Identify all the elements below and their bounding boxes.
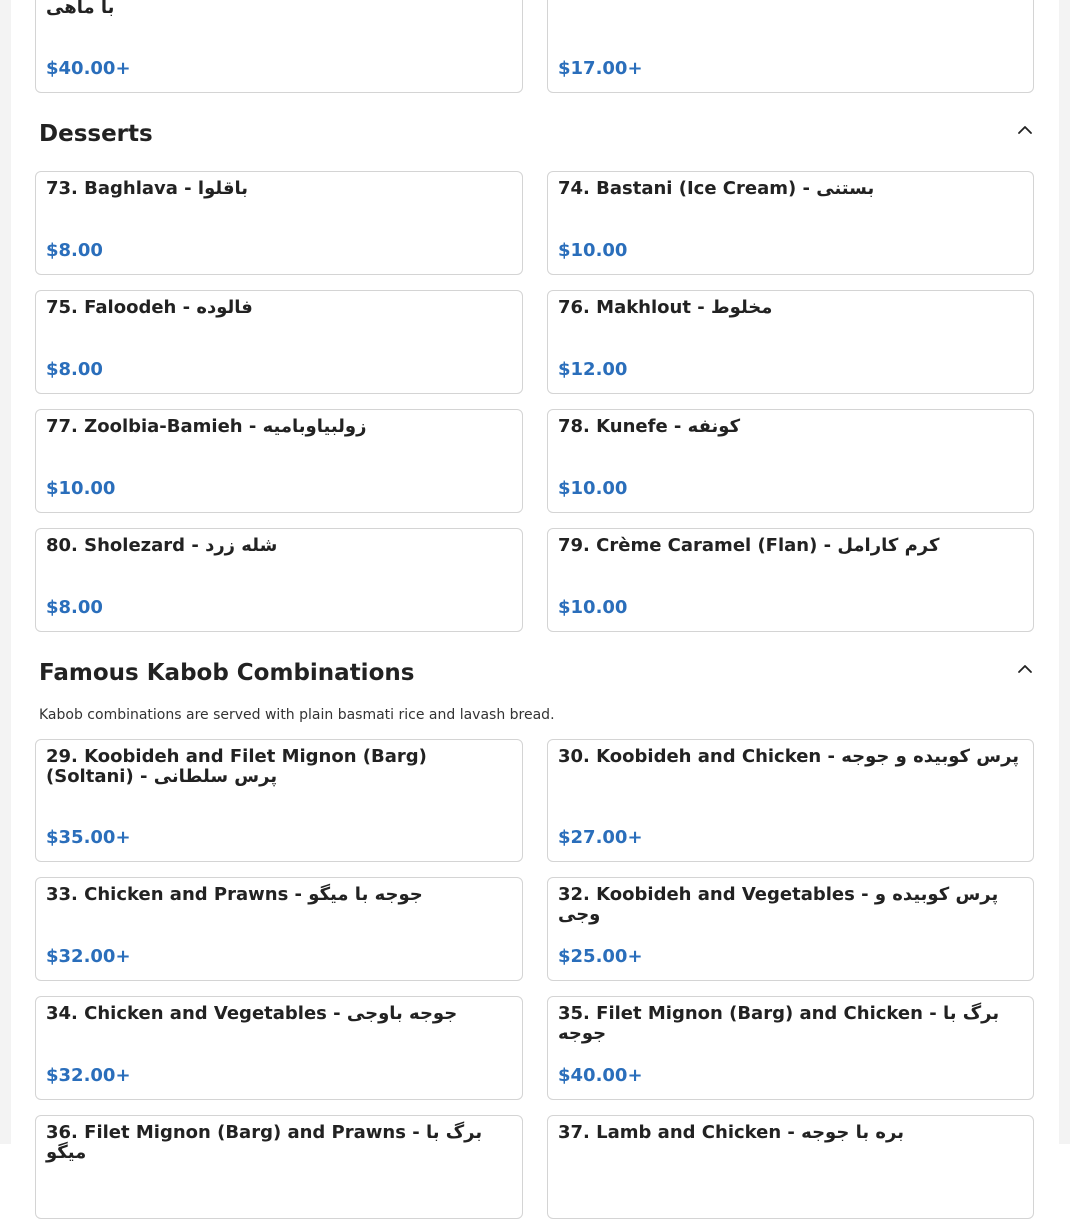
section-desserts — [0, 93, 1070, 632]
item-price: $17.00+ — [558, 58, 643, 79]
item-name: 35. Filet Mignon (Barg) and Chicken - برگ با جوجه — [558, 1003, 1000, 1044]
menu-item-card[interactable] — [547, 1115, 1034, 1219]
item-price: $27.00+ — [558, 827, 643, 848]
menu-item-card[interactable] — [35, 409, 523, 513]
item-name: 76. Makhlout - مخلوط — [558, 297, 773, 318]
item-price: $12.00 — [558, 359, 628, 380]
menu-item-card[interactable] — [547, 528, 1034, 632]
menu-item-card[interactable] — [35, 877, 523, 981]
item-name: 30. Koobideh and Chicken - پرس کوبیده و جوجه — [558, 746, 1020, 767]
chevron-up-icon[interactable] — [1016, 660, 1034, 678]
item-name: 74. Bastani (Ice Cream) - بستنی — [558, 178, 875, 199]
section-header[interactable] — [0, 632, 1070, 710]
section-title: Famous Kabob Combinations — [39, 660, 415, 686]
item-name: 75. Faloodeh - فالوده — [46, 297, 253, 318]
item-price: $8.00 — [46, 240, 103, 261]
menu-item-card[interactable] — [35, 996, 523, 1100]
chevron-up-icon[interactable] — [1016, 121, 1034, 139]
item-price: $25.00+ — [558, 946, 643, 967]
item-price: $10.00 — [46, 478, 116, 499]
menu-item-card[interactable] — [35, 528, 523, 632]
item-price: $40.00+ — [558, 1065, 643, 1086]
menu-item-card[interactable] — [35, 739, 523, 862]
section-header[interactable] — [0, 93, 1070, 171]
menu-item-card[interactable] — [35, 0, 523, 93]
menu-item-card[interactable] — [547, 409, 1034, 513]
item-price: $10.00 — [558, 478, 628, 499]
menu-item-card[interactable] — [547, 877, 1034, 981]
item-price: $10.00 — [558, 597, 628, 618]
menu-item-card[interactable] — [35, 290, 523, 394]
item-price: $10.00 — [558, 240, 628, 261]
section-description: Kabob combinations are served with plain basmati rice and lavash bread. — [39, 707, 555, 723]
item-name: 36. Filet Mignon (Barg) and Prawns - برگ با میگو — [46, 1122, 483, 1163]
item-name: با ماهی — [46, 0, 115, 18]
item-name: 34. Chicken and Vegetables - جوجه باوجی — [46, 1003, 458, 1024]
menu-item-card[interactable] — [547, 739, 1034, 862]
menu-item-card[interactable] — [547, 996, 1034, 1100]
menu-item-card[interactable] — [547, 171, 1034, 275]
menu-item-card[interactable] — [547, 290, 1034, 394]
items-grid — [0, 171, 1070, 632]
menu-item-card[interactable] — [35, 171, 523, 275]
item-price: $8.00 — [46, 359, 103, 380]
item-name: 80. Sholezard - شله زرد — [46, 535, 278, 556]
item-name: 32. Koobideh and Vegetables - پرس کوبیده و وجی — [558, 884, 999, 925]
menu-item-card[interactable] — [35, 1115, 523, 1219]
section-kabob-combinations — [0, 632, 1070, 1219]
item-name: 37. Lamb and Chicken - بره با جوجه — [558, 1122, 904, 1143]
item-name: 29. Koobideh and Filet Mignon (Barg) (Soltani) - پرس سلطانی — [46, 746, 427, 787]
item-price: $32.00+ — [46, 946, 131, 967]
item-price: $35.00+ — [46, 827, 131, 848]
item-price: $8.00 — [46, 597, 103, 618]
section-title: Desserts — [39, 121, 153, 147]
menu-item-card[interactable] — [547, 0, 1034, 93]
item-name: 73. Baghlava - باقلوا — [46, 178, 249, 199]
items-grid — [0, 739, 1070, 1219]
items-grid — [0, 0, 1070, 93]
item-name: 78. Kunefe - کونفه — [558, 416, 741, 437]
item-price: $40.00+ — [46, 58, 131, 79]
item-name: 79. Crème Caramel (Flan) - کرم کارامل — [558, 535, 940, 556]
section-previous — [0, 0, 1070, 93]
item-name: 77. Zoolbia-Bamieh - زولبیاوبامیه — [46, 416, 367, 437]
item-price: $32.00+ — [46, 1065, 131, 1086]
item-name: 33. Chicken and Prawns - جوجه با میگو — [46, 884, 423, 905]
